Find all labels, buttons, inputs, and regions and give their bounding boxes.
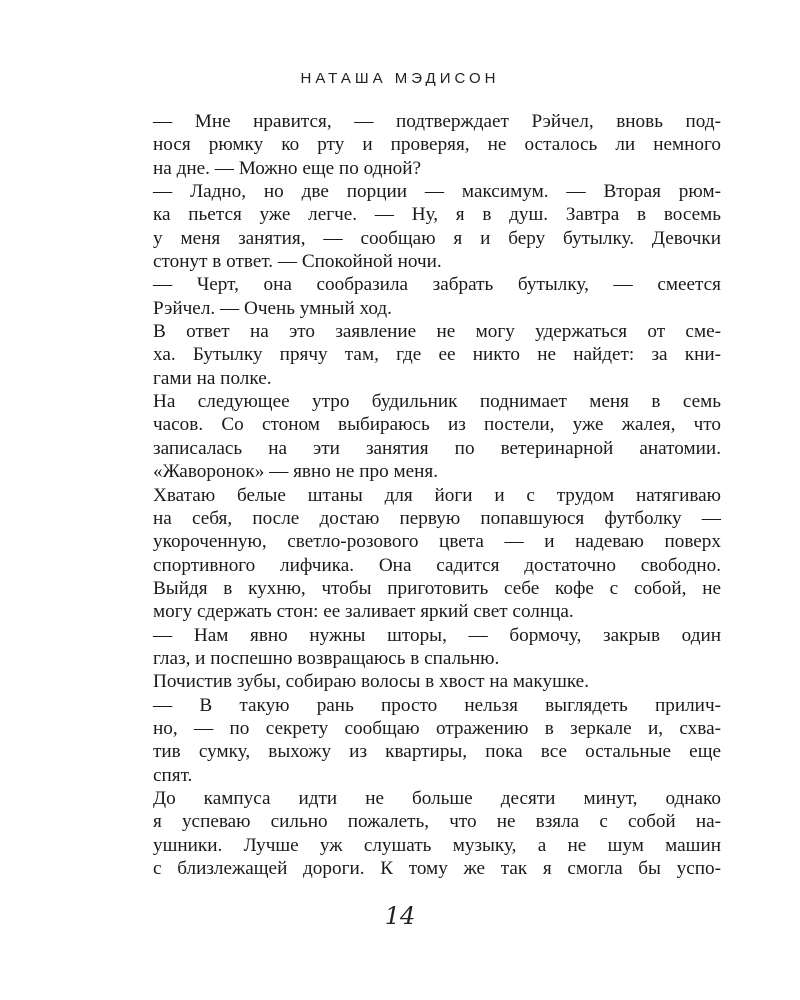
text-line: но, — по секрету сообщаю отражению в зеркале и, схва- bbox=[153, 717, 721, 739]
text-line: на дне. — Можно еще по одной? bbox=[153, 157, 422, 179]
text-line: — В такую рань просто нельзя выглядеть прилич- bbox=[153, 694, 721, 716]
text-line: тив сумку, выхожу из квартиры, пока все остальные еще bbox=[153, 741, 721, 763]
text-line: В ответ на это заявление не могу удержаться от сме- bbox=[153, 321, 721, 343]
page-number: 14 bbox=[384, 902, 416, 930]
text-line: — Мне нравится, — подтверждает Рэйчел, вновь под- bbox=[153, 111, 721, 132]
body-text bbox=[153, 110, 721, 880]
text-line: ушники. Лучше уж слушать музыку, а не шум машин bbox=[153, 834, 721, 856]
text-line: «Жаворонок» — явно не про меня. bbox=[153, 461, 439, 483]
text-line: часов. Со стоном выбираюсь из постели, уже жалея, что bbox=[153, 414, 721, 436]
text-line: ха. Бутылку прячу там, где ее никто не найдет: за кни- bbox=[153, 344, 721, 366]
text-line: глаз, и поспешно возвращаюсь в спальню. bbox=[153, 647, 500, 669]
text-line: гами на полке. bbox=[153, 367, 272, 389]
text-line: нося рюмку ко рту и проверяя, не осталось ли немного bbox=[153, 134, 721, 156]
text-line: могу сдержать стон: ее заливает яркий свет солнца. bbox=[153, 601, 574, 623]
text-line: укороченную, светло-розового цвета — и надеваю поверх bbox=[153, 531, 721, 553]
text-line: Хватаю белые штаны для йоги и с трудом натягиваю bbox=[153, 484, 721, 506]
text-line: стонут в ответ. — Спокойной ночи. bbox=[153, 251, 442, 273]
text-line: До кампуса идти не больше десяти минут, однако bbox=[153, 787, 721, 809]
text-line: — Нам явно нужны шторы, — бормочу, закрыв один bbox=[153, 624, 721, 646]
text-line: Выйдя в кухню, чтобы приготовить себе кофе с собой, не bbox=[153, 577, 721, 599]
text-line: Почистив зубы, собираю волосы в хвост на макушке. bbox=[153, 671, 589, 693]
text-line: На следующее утро будильник поднимает меня в семь bbox=[153, 391, 721, 413]
text-line: спят. bbox=[153, 764, 193, 786]
text-line: Рэйчел. — Очень умный ход. bbox=[153, 297, 392, 319]
text-line: у меня занятия, — сообщаю я и беру бутылку. Девочки bbox=[153, 227, 721, 249]
text-line: на себя, после достаю первую попавшуюся футболку — bbox=[153, 507, 721, 529]
text-line: ка пьется уже легче. — Ну, я в душ. Завтра в восемь bbox=[153, 204, 721, 226]
text-line: — Черт, она сообразила забрать бутылку, — смеется bbox=[153, 274, 721, 296]
text-line: я успеваю сильно пожалеть, что не взяла с собой на- bbox=[153, 811, 721, 833]
text-line: спортивного лифчика. Она садится достаточно свободно. bbox=[153, 554, 721, 576]
text-line: с близлежащей дороги. К тому же так я смогла бы успо- bbox=[153, 858, 721, 879]
text-line: — Ладно, но две порции — максимум. — Вторая рюм- bbox=[153, 181, 721, 203]
running-header: НАТАША МЭДИСОН bbox=[300, 70, 500, 87]
text-line: записалась на эти занятия по ветеринарной анатомии. bbox=[153, 437, 721, 459]
